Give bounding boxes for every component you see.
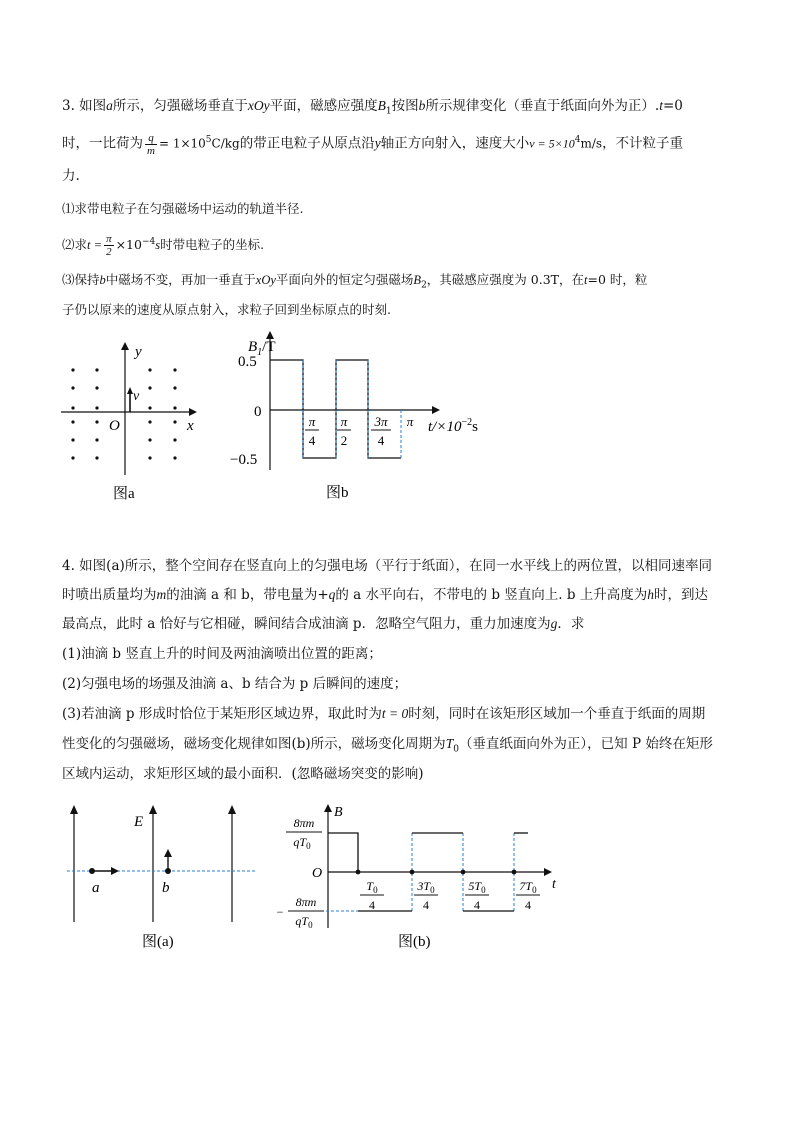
q4-q: q [328, 587, 336, 602]
q3-line1 [62, 96, 742, 122]
q3-figure-b [228, 325, 518, 505]
fig-a-caption: 图a [113, 486, 135, 502]
fig-b-tick3-num: 3π [374, 414, 388, 429]
q4-text: 的油滴 a 和 b，带电量为+ [166, 587, 329, 603]
q3-ratio-fraction [145, 132, 157, 157]
field-dots [71, 368, 176, 459]
q3-v-unit: m/s [580, 136, 603, 151]
q3-text: 按图 [391, 98, 419, 114]
q3-text: ⑵求 [62, 237, 88, 253]
q3-sub2-t: t = [87, 238, 103, 253]
q3-text: ，不计粒子重 [602, 135, 684, 152]
q3-ratio-den: m [147, 144, 155, 157]
q3-ratio-num: q [145, 132, 157, 145]
q3-sub3-B2-sub: 2 [421, 280, 427, 291]
q4-T0-sub: 0 [453, 744, 459, 755]
t-arrow-icon [432, 406, 440, 414]
fig-b-tick-den: 4 [369, 898, 375, 912]
q3-v-exp: 4 [574, 135, 581, 145]
q3-fig-b-ref: b [418, 98, 426, 113]
fig-b-ylabel-B: B [248, 339, 258, 355]
q4-text: 时喷出质量均为 [62, 587, 157, 603]
b1-dashed-guides [303, 360, 401, 458]
q3-v-value: v = 5×10 [529, 136, 575, 151]
fig-b-tick-den: 4 [474, 898, 480, 912]
q4-text: 时刻，同时在该矩形区域加一个垂直于纸面的周期 [408, 706, 706, 722]
q3-figure-a [55, 340, 215, 505]
q4-t0: t = 0 [381, 706, 409, 721]
fig-b-ylabel-sub: 1 [257, 347, 263, 358]
fig-b-tick1-num: π [308, 414, 316, 429]
droplet-a-arrow-icon [111, 867, 119, 875]
fig-b-xlabel: t [552, 877, 556, 892]
q4-sub2: (2)匀强电场的场强及油滴 a、b 结合为 p 后瞬间的速度； [62, 676, 408, 692]
fig-b-top-label [286, 816, 322, 851]
fig-b-top-den: qT [293, 835, 307, 849]
fig-b-bot-den-sub: 0 [308, 920, 313, 930]
q3-sub2 [62, 228, 742, 259]
q3-sub3-t: t [584, 273, 588, 287]
q3-sub3 [62, 270, 742, 296]
q3-xoy: xOy [247, 98, 270, 113]
q3-sub2-num: π [106, 233, 112, 246]
q4-line3 [62, 614, 742, 634]
q3-sub2-unit: s [155, 238, 161, 253]
field-arrow-icon [70, 805, 78, 814]
q4-g: g [550, 616, 558, 631]
q4-m: m [156, 587, 167, 602]
q4-line1: 4. 如图(a)所示，整个空间存在竖直向上的匀强电场（平行于纸面），在同一水平线上的两位置，以相同速率同 [62, 558, 713, 574]
fig-b-ytick-top: 0.5 [238, 354, 257, 370]
q3-sub3-xoy: xOy [255, 273, 276, 287]
fig-a-a-label: a [92, 880, 100, 896]
q3-text: 轴正方向射入，速度大小 [380, 135, 530, 152]
q3-text: 时带电粒子的坐标. [160, 237, 265, 253]
q3-sub2-times: ×10 [115, 237, 142, 253]
fig-a-E-label: E [134, 814, 144, 830]
q3-ratio-unit: C/kg [211, 136, 240, 151]
fig-b-tick-num: $T_0$ [366, 879, 378, 895]
q4-text: （垂直纸面向外为正），已知 P 始终在矩形 [458, 736, 713, 752]
q4-h: h [647, 587, 655, 602]
fig-b-ytick-bottom: −0.5 [230, 452, 258, 468]
q3-text: 中磁场不变，再加一垂直于 [105, 272, 256, 287]
q3-t: t [659, 98, 663, 113]
q4-figure-b [276, 800, 576, 955]
fig-b-tick4: π [406, 414, 414, 429]
q3-text: ，其磁感应强度为 0.3T，在 [426, 272, 584, 287]
field-arrow-icon [149, 805, 157, 814]
q3-text: =0 [662, 98, 683, 114]
fig-b-caption: 图b [326, 485, 349, 501]
fig-b-ylabel: B [334, 805, 343, 820]
q4-text: 的 a 水平向右，不带电的 b 竖直向上. b 上升高度为 [335, 587, 648, 603]
q4-sub1: (1)油滴 b 竖直上升的时间及两油滴喷出位置的距离； [62, 646, 382, 662]
svg-text:qT0 [293, 835, 311, 851]
droplet-b-arrow-icon [164, 849, 172, 857]
q4-sub3-line3: 区域内运动，求矩形区域的最小面积．(忽略磁场突变的影响) [62, 766, 424, 782]
fig-a-x-label: x [187, 418, 194, 434]
fig-b-xlabel-t: t/×10 [428, 419, 462, 435]
q4-text: ．求 [557, 616, 585, 632]
q4-figure-a [62, 800, 262, 955]
q4-line2 [62, 585, 742, 605]
fig-b-ytick-zero: 0 [254, 404, 262, 420]
q3-sub2-fraction [104, 233, 114, 258]
fig-b-ylabel-unit: /T [262, 339, 276, 355]
fig-b-xlabel-exp: −2 [461, 417, 473, 428]
x-arrow-icon [189, 408, 197, 416]
q3-text: 的带正电粒子从原点沿 [239, 135, 375, 152]
q3-ratio-exp: 5 [205, 135, 212, 145]
field-lines [74, 812, 232, 922]
fig-a-y-label: y [135, 344, 142, 360]
b1-arrow-icon [266, 331, 274, 339]
fig-b-tick-num: $3T_0$ [417, 879, 435, 895]
b-arrow-icon [324, 804, 332, 812]
fig-b-ticks [360, 879, 540, 912]
q3-sub2-exp: −4 [141, 237, 156, 247]
fig-b-bot-num: 8πm [295, 895, 317, 909]
fig-b-caption: 图(b) [398, 934, 431, 950]
b-waveform-1 [328, 833, 358, 872]
fig-b-tick2-num: π [340, 414, 348, 429]
q3-B1-sub: 1 [385, 106, 392, 117]
y-arrow-icon [121, 342, 129, 350]
q4-text: (3)若油滴 p 形成时恰位于某矩形区域边界，取此时为 [62, 706, 382, 722]
svg-text:qT0 [295, 914, 313, 930]
q3-text: 平面，磁感应强度 [269, 98, 378, 114]
q4-sub3 [62, 704, 742, 724]
fig-b-tick-num: $7T_0$ [519, 879, 537, 895]
q4-text: 时，到达 [654, 587, 709, 603]
fig-a-origin-label: O [109, 418, 120, 434]
fig-b-top-den-sub: 0 [306, 841, 311, 851]
fig-a-v-label: v [133, 389, 140, 404]
fig-b-top-num: 8πm [293, 816, 315, 830]
q3-sub3-B2: B [413, 273, 422, 287]
q3-ratio-value: = 1×10 [158, 136, 206, 151]
fig-b-xlabel [428, 417, 478, 435]
q3-text: ⑶保持 [62, 272, 100, 287]
q3-text: 时，一比荷为 [62, 135, 143, 152]
fig-b-tick2-den: 2 [340, 433, 348, 448]
fig-b-bot-sign: − [276, 905, 284, 919]
q3-line2 [62, 126, 742, 158]
q3-y: y [374, 135, 381, 151]
fig-b-bot-den: qT [295, 914, 309, 928]
q3-text: 平面向外的恒定匀强磁场 [275, 272, 414, 287]
q3-text: 所示规律变化（垂直于纸面向外为正）. [425, 98, 660, 114]
fig-b-tick-den: 4 [423, 898, 429, 912]
fig-b-xlabel-unit: s [472, 419, 478, 435]
q3-B1: B [377, 98, 386, 113]
q4-sub3-line2 [62, 734, 742, 760]
q3-sub3-b: b [99, 273, 106, 287]
q4-text: 性变化的匀强磁场，磁场变化规律如图(b)所示，磁场变化周期为 [62, 736, 446, 752]
q3-sub2-den: 2 [106, 246, 112, 259]
fig-b-tick3-den: 4 [377, 433, 385, 448]
fig-a-b-label: b [162, 880, 170, 896]
q3-fig-a-ref: a [106, 98, 113, 113]
q4-text: 最高点，此时 a 恰好与它相碰，瞬间结合成油滴 p．忽略空气阻力，重力加速度为 [62, 616, 551, 632]
fig-b-origin: O [312, 866, 323, 881]
q3-text: 所示，匀强磁场垂直于 [112, 98, 248, 114]
q3-line3: 力. [62, 168, 80, 184]
q4-T0: T [445, 736, 454, 751]
fig-a-caption: 图(a) [142, 934, 174, 950]
fig-b-tick-den: 4 [525, 898, 531, 912]
q3-text: 3. 如图 [62, 98, 107, 114]
fig-b-bottom-label [277, 895, 324, 930]
q3-text: =0 时，粒 [587, 272, 648, 287]
q3-sub1: ⑴求带电粒子在匀强磁场中运动的轨道半径. [62, 201, 304, 216]
t-arrow-icon [544, 868, 552, 876]
field-arrow-icon [228, 805, 236, 814]
q3-sub3-line2: 子仍以原来的速度从原点射入，求粒子回到坐标原点的时刻. [62, 302, 391, 317]
fig-b-tick1-den: 4 [308, 433, 316, 448]
fig-b-tick-num: $5T_0$ [468, 879, 486, 895]
